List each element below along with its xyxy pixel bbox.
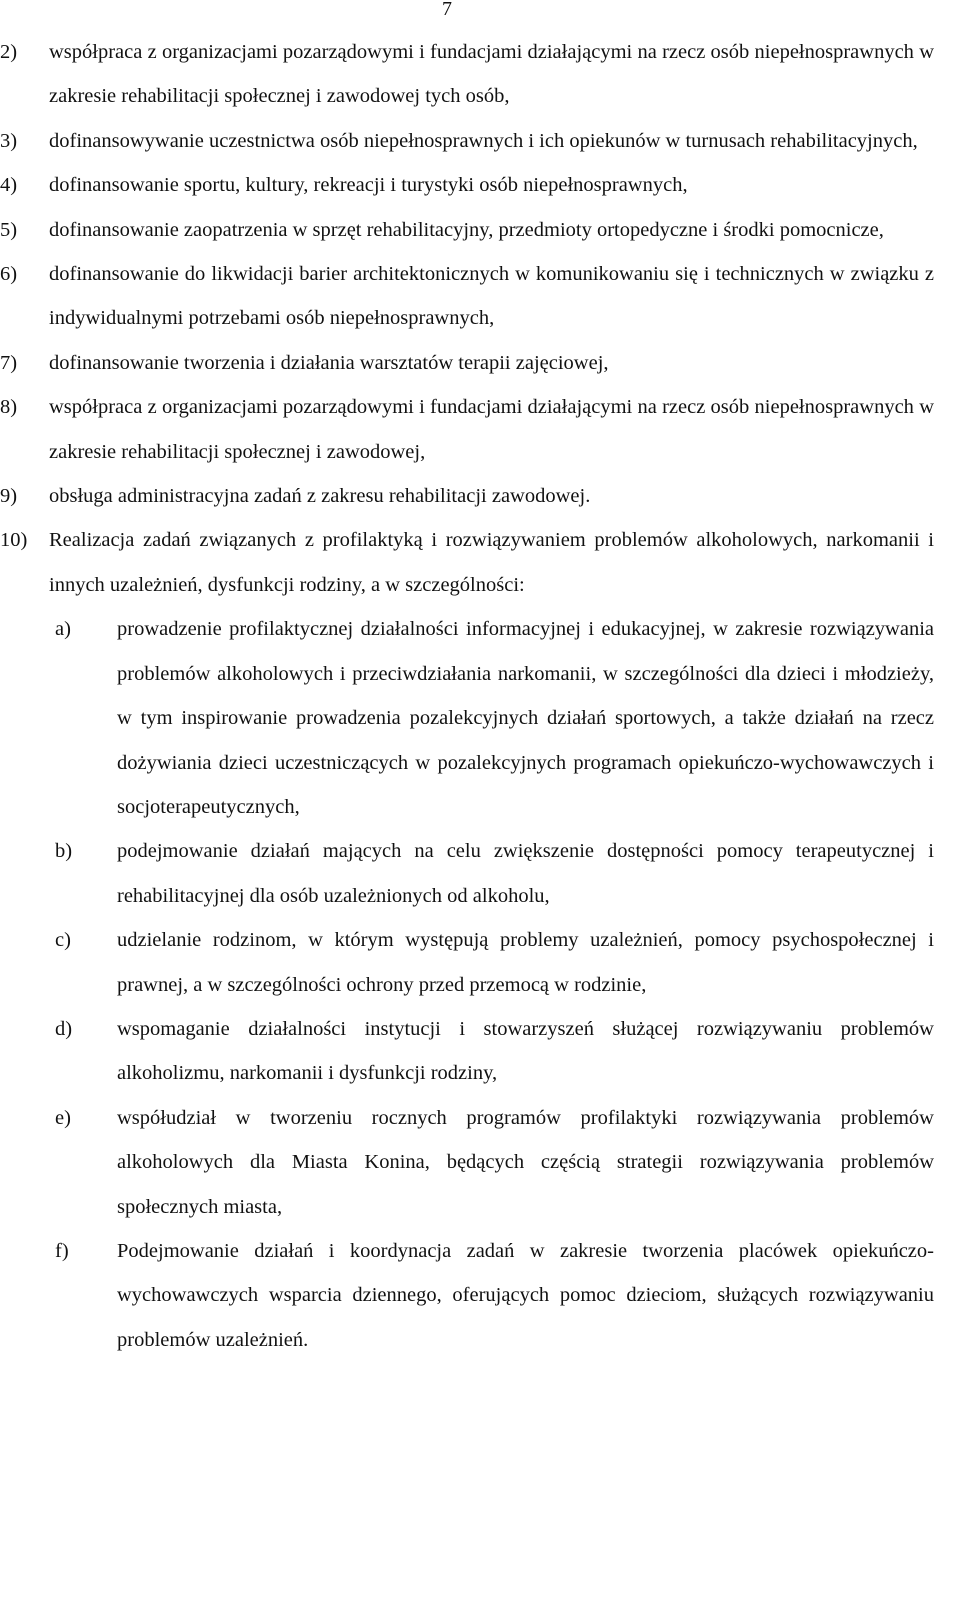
list-item: [0, 385, 934, 474]
item-number: 8): [0, 396, 18, 419]
item-text: dofinansowanie tworzenia i działania warsztatów terapii zajęciowej,: [49, 351, 609, 374]
item-text: dofinansowanie sportu, kultury, rekreacji i turystyki osób niepełnosprawnych,: [49, 174, 688, 197]
sub-item-text: podejmowanie działań mających na celu zwiększenie dostępności pomocy terapeutycznej i rehabilitacyjnej dla osób uzależnionych od alkoholu,: [117, 840, 934, 907]
item-number: 2): [0, 41, 18, 63]
sub-item-letter: b): [55, 840, 73, 863]
item-text: obsługa administracyjna zadań z zakresu rehabilitacji zawodowej.: [49, 485, 591, 508]
item-number: 5): [0, 218, 18, 241]
item-text: Realizacja zadań związanych z profilaktyką i rozwiązywaniem problemów alkoholowych, narkomanii i innych uzależnień, dysfunkcji rodziny, a w szczególności:: [49, 529, 934, 596]
sub-item-letter: f): [55, 1239, 69, 1262]
sub-list-item: [0, 607, 934, 829]
sub-item-text: prowadzenie profilaktycznej działalności informacyjnej i edukacyjnej, w zakresie rozwiązywania problemów alkoholowych i przeciwdziałania narkomanii, w szczególności dla dzieci i młodzieży, w tym inspirowanie prowadzenia pozalekcyjnych działań sportowych, a także działań na rzecz dożywiania dzieci uczestniczących w pozalekcyjnych programach opiekuńczo-wychowawczych i socjoterapeutycznych,: [117, 618, 934, 818]
item-number: 7): [0, 351, 18, 374]
item-text: dofinansowanie zaopatrzenia w sprzęt rehabilitacyjny, przedmioty ortopedyczne i środki pomocnicze,: [49, 218, 884, 241]
item-text: dofinansowywanie uczestnictwa osób niepełnosprawnych i ich opiekunów w turnusach rehabilitacyjnych,: [49, 129, 918, 152]
list-item: [0, 119, 934, 163]
list-item: [0, 518, 934, 607]
item-number: 9): [0, 485, 18, 508]
list-item: [0, 208, 934, 252]
sub-item-text: udzielanie rodzinom, w którym występują problemy uzależnień, pomocy psychospołecznej i prawnej, a w szczególności ochrony przed przemocą w rodzinie,: [117, 929, 934, 996]
sub-item-letter: a): [55, 618, 71, 641]
sub-item-letter: c): [55, 929, 71, 952]
item-text: współpraca z organizacjami pozarządowymi i fundacjami działającymi na rzecz osób niepełnosprawnych w zakresie rehabilitacji społecznej i zawodowej,: [49, 396, 934, 463]
sub-list-item: [0, 1229, 934, 1362]
sub-item-letter: d): [55, 1017, 73, 1040]
list-item: [0, 474, 934, 518]
sub-item-text: współudział w tworzeniu rocznych programów profilaktyki rozwiązywania problemów alkoholowych dla Miasta Konina, będących częścią strategii rozwiązywania problemów społecznych miasta,: [117, 1106, 934, 1218]
list-item: [0, 163, 934, 207]
sub-list-item: [0, 918, 934, 1007]
list-item: [0, 30, 934, 119]
item-text: dofinansowanie do likwidacji barier architektonicznych w komunikowaniu się i technicznych w związku z indywidualnymi potrzebami osób niepełnosprawnych,: [49, 263, 934, 330]
sub-list-item: [0, 1096, 934, 1229]
item-number: 10): [0, 529, 28, 552]
item-number: 6): [0, 263, 18, 286]
sub-list-item: [0, 829, 934, 918]
sub-item-text: Podejmowanie działań i koordynacja zadań w zakresie tworzenia placówek opiekuńczo-wychowawczych wsparcia dziennego, oferujących pomoc dzieciom, służących rozwiązywaniu problemów uzależnień.: [117, 1239, 934, 1351]
item-number: 4): [0, 174, 18, 197]
sub-item-text: wspomaganie działalności instytucji i stowarzyszeń służącej rozwiązywaniu problemów alkoholizmu, narkomanii i dysfunkcji rodziny,: [117, 1017, 934, 1085]
item-text: współpraca z organizacjami pozarządowymi i fundacjami działającymi na rzecz osób niepełnosprawnych w zakresie rehabilitacji społecznej i zawodowej tych osób,: [49, 41, 934, 108]
page-number: 7: [442, 0, 452, 20]
item-number: 3): [0, 129, 18, 152]
sub-list-item: [0, 1007, 934, 1096]
document-body: [0, 30, 934, 1362]
list-item: [0, 341, 934, 385]
list-item: [0, 252, 934, 341]
sub-item-letter: e): [55, 1106, 71, 1129]
